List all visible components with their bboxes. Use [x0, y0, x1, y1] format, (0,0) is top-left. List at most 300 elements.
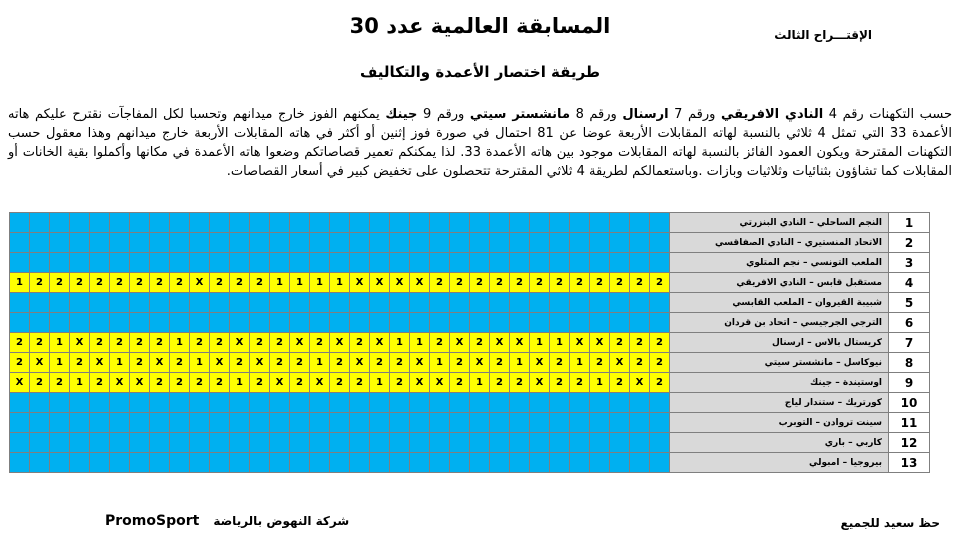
pick-cell — [250, 413, 270, 433]
pick-cell — [390, 233, 410, 253]
match-number: 2 — [889, 233, 930, 253]
pick-cell: 2 — [170, 273, 190, 293]
pick-cell — [150, 293, 170, 313]
match-row — [10, 413, 930, 433]
pick-cell — [470, 393, 490, 413]
pick-cell — [10, 413, 30, 433]
pick-cell: 2 — [30, 373, 50, 393]
pick-cell — [610, 413, 630, 433]
pick-cell: 1 — [530, 333, 550, 353]
pick-cell — [530, 293, 550, 313]
pick-cell: 2 — [110, 273, 130, 293]
pick-cell — [350, 293, 370, 313]
page-title: المسابقة العالمية عدد 30 — [349, 14, 611, 38]
pick-cell — [490, 233, 510, 253]
pick-cell — [70, 213, 90, 233]
pick-cell — [190, 233, 210, 253]
pick-cell — [150, 393, 170, 413]
pick-cell — [230, 433, 250, 453]
pick-cell — [590, 413, 610, 433]
pick-cell — [450, 293, 470, 313]
pick-cell: X — [370, 333, 390, 353]
pick-cell: X — [30, 353, 50, 373]
pick-cell — [30, 213, 50, 233]
pick-cell — [230, 413, 250, 433]
pick-cell — [170, 393, 190, 413]
pick-cell — [470, 253, 490, 273]
pick-cell: 1 — [190, 353, 210, 373]
pick-cell — [370, 433, 390, 453]
pick-cell: X — [450, 333, 470, 353]
intro-paragraph: حسب التكهنات رقم 4 النادي الافريقي ورقم 7 ارسنال ورقم 8 مانشستر سيتي ورقم 9 جينك يمكنهم الفوز خارج ميدانهم وتحسبا لكل المفاجآت نقترح عليكم هاته الأعمدة 33 التي تمثل 4 ثلاثي بالنسبة لهاته المقابلات الأربعة عوضا عن 81 احتمال في صورة فوز إثنين أو أكثر في هاته المقابلات الأربعة خارج ميدانهم وهذا معقول حسب التكهنات المقترحة ويكون العمود الفائز بالنسبة لهاته المقابلات موجود بين هاته الأعمدة 33. لذا يمكنكم تعمير قصاصاتكم وضعوا هاته الأعمدة في مكانها وأكملوا بقية الخانات أو المقابلات كما تشاؤون بثنائيات وثلاثيات وبازات .وباستعمالكم لطريقة 4 ثلاثي المقترحة تتحصلون على تخفيض كبير في أسعار القصاصات. — [8, 107, 953, 179]
pick-cell — [450, 313, 470, 333]
pick-cell — [130, 433, 150, 453]
pick-cell — [210, 413, 230, 433]
pick-cell — [350, 313, 370, 333]
pick-cell — [230, 213, 250, 233]
pick-cell — [190, 453, 210, 473]
pick-cell — [250, 453, 270, 473]
pick-cell — [130, 453, 150, 473]
pick-cell: 2 — [470, 333, 490, 353]
pick-cell — [50, 393, 70, 413]
pick-cell — [150, 453, 170, 473]
match-teams: اوستيندة – جينك — [670, 373, 889, 393]
pick-cell — [330, 313, 350, 333]
pick-cell — [610, 313, 630, 333]
pick-cell: 1 — [170, 333, 190, 353]
pick-cell — [10, 213, 30, 233]
match-number: 3 — [889, 253, 930, 273]
match-number: 12 — [889, 433, 930, 453]
pick-cell — [650, 253, 670, 273]
pick-cell — [390, 453, 410, 473]
pick-cell — [130, 293, 150, 313]
team-highlight: النادي الافريقي — [720, 107, 824, 122]
pick-cell — [150, 433, 170, 453]
match-teams: كريستال بالاس – ارسنال — [670, 333, 889, 353]
pick-cell: X — [350, 273, 370, 293]
pick-cell: 2 — [350, 373, 370, 393]
match-teams: نيوكاسل – مانشستر سيتي — [670, 353, 889, 373]
pick-cell: 2 — [390, 373, 410, 393]
pick-cell: X — [570, 333, 590, 353]
pick-cell: 2 — [570, 273, 590, 293]
pick-cell — [70, 393, 90, 413]
pick-cell — [270, 233, 290, 253]
match-teams: كورتريك – ستندار لياج — [670, 393, 889, 413]
pick-cell — [230, 253, 250, 273]
pick-cell — [510, 233, 530, 253]
pick-cell — [470, 293, 490, 313]
pick-cell: 2 — [610, 273, 630, 293]
pick-cell: X — [90, 353, 110, 373]
pick-cell — [490, 453, 510, 473]
pick-cell — [90, 213, 110, 233]
pick-cell — [350, 233, 370, 253]
pick-cell — [350, 213, 370, 233]
pick-cell — [510, 213, 530, 233]
pick-cell — [190, 213, 210, 233]
pick-cell: 1 — [330, 273, 350, 293]
pick-cell — [90, 453, 110, 473]
pick-cell — [450, 393, 470, 413]
pick-cell: X — [390, 273, 410, 293]
pick-cell — [110, 393, 130, 413]
pick-cell: X — [230, 333, 250, 353]
pick-cell — [30, 453, 50, 473]
pick-cell — [370, 413, 390, 433]
pick-cell — [590, 393, 610, 413]
pick-cell — [610, 253, 630, 273]
page-subtitle: طريقة اختصار الأعمدة والتكاليف — [359, 63, 601, 81]
pick-cell — [130, 393, 150, 413]
pick-cell: 1 — [70, 373, 90, 393]
brand-name: PromoSport — [105, 513, 200, 529]
pick-cell — [350, 253, 370, 273]
pick-cell: 2 — [490, 373, 510, 393]
pick-cell — [610, 433, 630, 453]
company-name: شركة النهوض بالرياضة — [213, 514, 350, 528]
match-number: 5 — [889, 293, 930, 313]
pick-cell: 2 — [290, 373, 310, 393]
pick-cell — [290, 253, 310, 273]
pick-cell — [530, 213, 550, 233]
pick-cell: 2 — [610, 373, 630, 393]
pick-cell — [270, 433, 290, 453]
pick-cell: 2 — [250, 333, 270, 353]
pick-cell — [170, 433, 190, 453]
pick-cell: 2 — [430, 333, 450, 353]
pick-cell — [270, 313, 290, 333]
pick-cell: X — [410, 353, 430, 373]
proposal-label: الإقتـــراح الثالث — [774, 28, 872, 42]
pick-cell: 2 — [130, 273, 150, 293]
pick-cell — [230, 393, 250, 413]
pick-cell — [510, 413, 530, 433]
pick-cell: 2 — [650, 333, 670, 353]
pick-cell — [610, 453, 630, 473]
pick-cell — [310, 293, 330, 313]
pick-cell — [550, 393, 570, 413]
pick-cell — [590, 233, 610, 253]
match-row — [10, 233, 930, 253]
pick-cell — [570, 313, 590, 333]
pick-cell — [210, 253, 230, 273]
pick-cell — [130, 213, 150, 233]
pick-cell — [510, 253, 530, 273]
pick-cell: 1 — [470, 373, 490, 393]
pick-cell: X — [410, 373, 430, 393]
match-number: 8 — [889, 353, 930, 373]
pick-cell — [450, 253, 470, 273]
pick-cell — [90, 313, 110, 333]
pick-cell — [110, 433, 130, 453]
pick-cell — [30, 393, 50, 413]
pick-cell — [10, 453, 30, 473]
pick-cell: 2 — [230, 273, 250, 293]
pick-cell — [70, 453, 90, 473]
pick-cell — [110, 413, 130, 433]
pick-cell — [450, 233, 470, 253]
pick-cell — [170, 293, 190, 313]
match-row — [10, 313, 930, 333]
pick-cell — [30, 293, 50, 313]
pick-cell — [50, 213, 70, 233]
pick-cell: 2 — [310, 333, 330, 353]
pick-cell — [470, 433, 490, 453]
pick-cell — [370, 253, 390, 273]
pick-cell — [650, 453, 670, 473]
pick-cell: 2 — [570, 373, 590, 393]
pick-cell — [630, 453, 650, 473]
pick-cell — [370, 213, 390, 233]
pick-cell — [310, 253, 330, 273]
pick-cell: 2 — [450, 273, 470, 293]
pick-cell — [390, 313, 410, 333]
pick-cell — [410, 413, 430, 433]
pick-cell — [330, 253, 350, 273]
pick-cell — [210, 293, 230, 313]
pick-cell — [150, 213, 170, 233]
pick-cell — [450, 453, 470, 473]
match-teams: النجم الساحلي – النادي البنزرتي — [670, 213, 889, 233]
pick-cell: 2 — [550, 273, 570, 293]
pick-cell — [430, 313, 450, 333]
pick-cell: X — [210, 353, 230, 373]
pick-cell — [290, 393, 310, 413]
match-number: 10 — [889, 393, 930, 413]
pick-cell — [50, 253, 70, 273]
pick-cell — [190, 413, 210, 433]
pick-cell: 2 — [150, 333, 170, 353]
pick-cell — [290, 233, 310, 253]
pick-cell — [430, 233, 450, 253]
match-teams: شبيبة القيروان – الملعب القابسي — [670, 293, 889, 313]
pick-cell — [390, 253, 410, 273]
pick-cell — [590, 453, 610, 473]
match-teams: كاربي – باري — [670, 433, 889, 453]
pick-cell — [150, 413, 170, 433]
pick-cell: 2 — [150, 273, 170, 293]
pick-cell: 2 — [90, 333, 110, 353]
pick-cell — [410, 253, 430, 273]
pick-cell — [510, 293, 530, 313]
pick-cell — [530, 453, 550, 473]
pick-cell — [210, 213, 230, 233]
pick-cell: 2 — [650, 273, 670, 293]
pick-cell: 2 — [210, 333, 230, 353]
pick-cell: X — [410, 273, 430, 293]
match-number: 1 — [889, 213, 930, 233]
pick-cell — [470, 233, 490, 253]
pick-cell: 2 — [510, 373, 530, 393]
pick-cell — [410, 313, 430, 333]
pick-cell — [270, 453, 290, 473]
pick-cell — [590, 253, 610, 273]
pick-cell — [550, 213, 570, 233]
pick-cell — [10, 393, 30, 413]
pick-cell — [310, 393, 330, 413]
match-number: 13 — [889, 453, 930, 473]
pick-cell: 2 — [150, 373, 170, 393]
pick-cell — [610, 293, 630, 313]
match-row — [10, 353, 930, 373]
pick-cell — [390, 433, 410, 453]
pick-cell — [270, 253, 290, 273]
pick-cell — [530, 393, 550, 413]
team-highlight: مانشستر سيتي — [469, 107, 570, 122]
pick-cell — [290, 433, 310, 453]
pick-cell — [290, 293, 310, 313]
pick-cell: 2 — [170, 353, 190, 373]
match-teams: الاتحاد المنستيري – النادي الصفاقسي — [670, 233, 889, 253]
pick-cell: 2 — [170, 373, 190, 393]
pick-cell: 2 — [430, 273, 450, 293]
pick-cell: 1 — [290, 273, 310, 293]
pick-cell — [350, 433, 370, 453]
pick-cell — [330, 453, 350, 473]
pick-cell — [310, 313, 330, 333]
pick-cell: 2 — [250, 373, 270, 393]
pick-cell — [490, 253, 510, 273]
pick-cell — [490, 433, 510, 453]
pick-cell — [410, 233, 430, 253]
pick-cell: 2 — [650, 353, 670, 373]
pick-cell: X — [370, 273, 390, 293]
pick-cell — [50, 413, 70, 433]
pick-cell — [490, 213, 510, 233]
pick-cell — [230, 313, 250, 333]
pick-cell: 2 — [390, 353, 410, 373]
pick-cell — [430, 253, 450, 273]
pick-cell — [250, 293, 270, 313]
pick-cell — [110, 293, 130, 313]
pick-cell: 2 — [210, 273, 230, 293]
pick-cell — [650, 413, 670, 433]
pick-cell: 2 — [30, 273, 50, 293]
pick-cell: 1 — [410, 333, 430, 353]
match-row — [10, 393, 930, 413]
pick-cell: 2 — [590, 273, 610, 293]
pick-cell — [150, 313, 170, 333]
pick-cell — [50, 233, 70, 253]
pick-cell — [190, 313, 210, 333]
pick-cell: 2 — [250, 273, 270, 293]
pick-cell: 2 — [190, 373, 210, 393]
pick-cell — [510, 433, 530, 453]
pick-cell — [110, 233, 130, 253]
pick-cell: 1 — [50, 333, 70, 353]
match-row — [10, 213, 930, 233]
pick-cell — [170, 413, 190, 433]
pick-cell — [530, 313, 550, 333]
pick-cell — [350, 453, 370, 473]
pick-cell — [70, 293, 90, 313]
match-number: 9 — [889, 373, 930, 393]
pick-cell — [130, 313, 150, 333]
pick-cell: 2 — [590, 353, 610, 373]
pick-cell: 2 — [610, 333, 630, 353]
pick-cell — [490, 293, 510, 313]
pick-cell — [450, 413, 470, 433]
pick-cell — [70, 433, 90, 453]
pick-cell: 2 — [450, 373, 470, 393]
pick-cell: 1 — [430, 353, 450, 373]
pick-cell: 1 — [310, 353, 330, 373]
pick-cell — [650, 233, 670, 253]
pick-cell — [330, 293, 350, 313]
pick-cell — [90, 293, 110, 313]
pick-cell — [170, 453, 190, 473]
pick-cell — [550, 233, 570, 253]
pick-cell — [650, 293, 670, 313]
pick-cell: 2 — [510, 273, 530, 293]
pick-cell — [30, 313, 50, 333]
pick-cell: 2 — [270, 333, 290, 353]
pick-cell: 1 — [390, 333, 410, 353]
pick-cell — [190, 433, 210, 453]
pick-cell: 1 — [590, 373, 610, 393]
pick-cell: X — [430, 373, 450, 393]
pick-cell — [450, 433, 470, 453]
pick-cell — [90, 413, 110, 433]
pick-cell — [410, 393, 430, 413]
pick-cell — [170, 253, 190, 273]
pick-cell — [430, 213, 450, 233]
pick-cell: X — [310, 373, 330, 393]
pick-cell — [630, 313, 650, 333]
match-row — [10, 453, 930, 473]
pick-cell — [630, 393, 650, 413]
pick-cell — [210, 433, 230, 453]
pick-cell — [70, 313, 90, 333]
pick-cell: 2 — [450, 353, 470, 373]
pick-cell — [90, 393, 110, 413]
pick-cell — [170, 233, 190, 253]
pick-cell — [610, 233, 630, 253]
pick-cell: 1 — [310, 273, 330, 293]
pick-cell: X — [610, 353, 630, 373]
pick-cell: X — [130, 373, 150, 393]
match-teams: بيروجيا – امبولي — [670, 453, 889, 473]
pick-cell — [30, 233, 50, 253]
pick-cell — [370, 313, 390, 333]
pick-cell: X — [150, 353, 170, 373]
pick-cell — [470, 453, 490, 473]
match-teams: الترجي الجرجيسي – اتحاد بن قردان — [670, 313, 889, 333]
pick-cell — [510, 393, 530, 413]
pick-cell — [570, 253, 590, 273]
pick-cell — [70, 233, 90, 253]
pick-cell — [490, 393, 510, 413]
pick-cell — [90, 253, 110, 273]
match-number: 11 — [889, 413, 930, 433]
pick-cell: 1 — [510, 353, 530, 373]
pick-cell — [330, 413, 350, 433]
pick-cell — [50, 293, 70, 313]
pick-cell — [510, 453, 530, 473]
pick-cell — [310, 213, 330, 233]
pick-cell: 2 — [330, 353, 350, 373]
pick-cell — [570, 393, 590, 413]
pick-cell: X — [330, 333, 350, 353]
pick-cell — [610, 213, 630, 233]
pick-cell — [630, 233, 650, 253]
pick-cell — [290, 213, 310, 233]
pick-cell — [30, 433, 50, 453]
pick-cell: 2 — [550, 373, 570, 393]
